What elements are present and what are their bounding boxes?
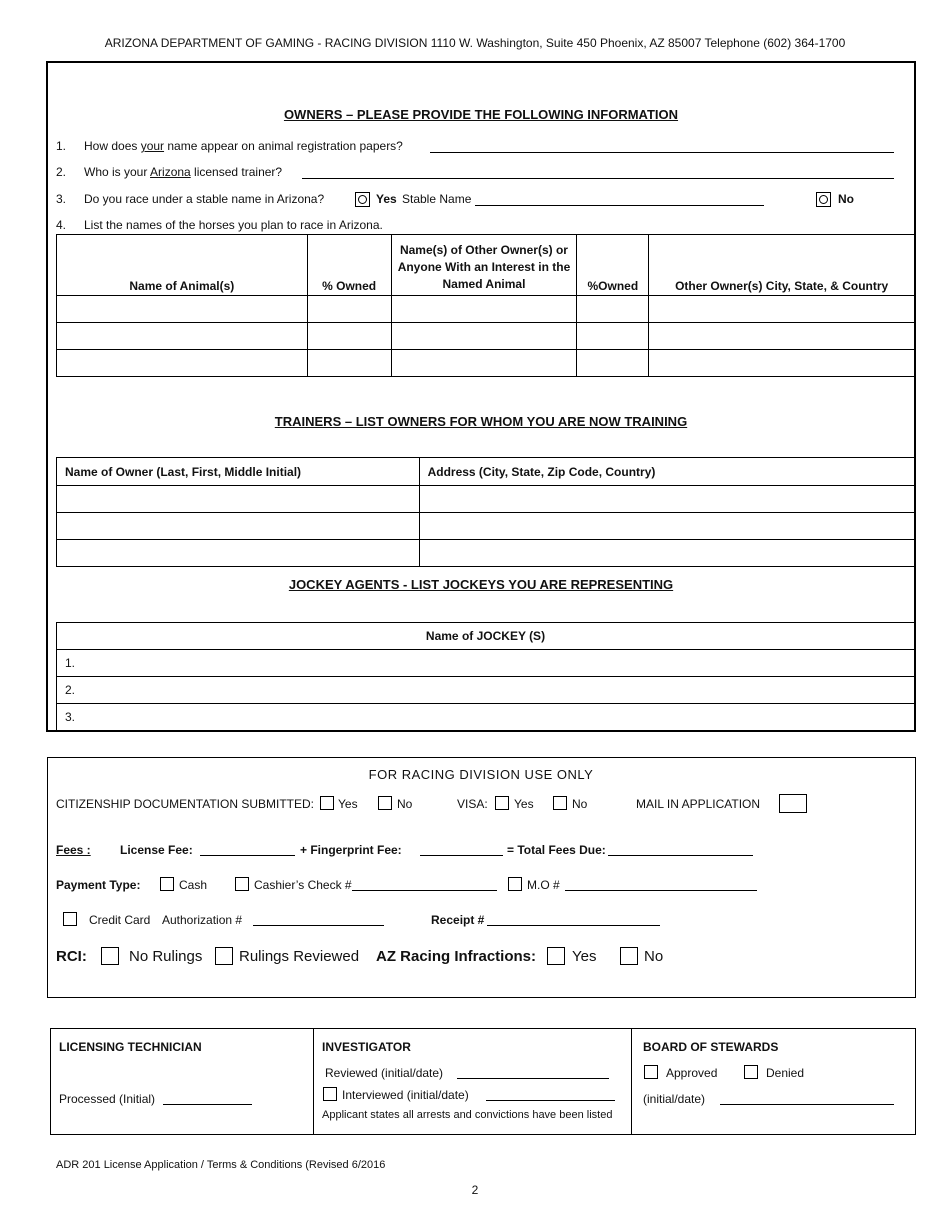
table-row [57, 296, 915, 323]
stewards-initial-date-field[interactable] [720, 1104, 894, 1105]
visa-no-checkbox[interactable] [553, 796, 567, 810]
table-row [57, 540, 915, 567]
page-number: 2 [471, 1183, 479, 1197]
license-fee-field[interactable] [200, 855, 295, 856]
question-2-label: Who is your Arizona licensed trainer? [84, 165, 283, 179]
question-1-number: 1. [56, 139, 67, 153]
office-use-title: FOR RACING DIVISION USE ONLY [368, 767, 594, 782]
infractions-no-checkbox[interactable] [620, 947, 638, 965]
interviewed-checkbox[interactable] [323, 1087, 337, 1101]
horses-col-animal-name: Name of Animal(s) [57, 235, 308, 296]
stable-name-field[interactable] [475, 205, 764, 206]
mail-in-checkbox[interactable] [779, 794, 807, 813]
approved-checkbox[interactable] [644, 1065, 658, 1079]
table-cell[interactable] [57, 513, 420, 540]
processed-label: Processed (Initial) [59, 1092, 156, 1106]
horses-col-owner-location: Other Owner(s) City, State, & Country [649, 235, 915, 296]
no-rulings-label: No Rulings [129, 948, 203, 965]
table-cell[interactable] [307, 323, 391, 350]
total-fees-label: = Total Fees Due: [507, 843, 606, 857]
form-footer: ADR 201 License Application / Terms & Conditions (Revised 6/2016 [56, 1159, 386, 1171]
processed-field[interactable] [163, 1104, 252, 1105]
payment-type-label: Payment Type: [56, 878, 141, 892]
owner-registered-name-field[interactable] [430, 152, 894, 153]
fees-label: Fees : [56, 843, 91, 857]
receipt-field[interactable] [487, 925, 660, 926]
table-row [57, 650, 915, 677]
table-cell[interactable] [391, 350, 577, 377]
cash-label: Cash [179, 878, 208, 892]
trainers-table [56, 457, 915, 567]
table-cell[interactable] [391, 296, 577, 323]
cashiers-check-label: Cashier’s Check # [254, 878, 352, 892]
money-order-field[interactable] [565, 890, 757, 891]
licensing-technician-title: LICENSING TECHNICIAN [59, 1040, 202, 1054]
credit-card-checkbox[interactable] [63, 912, 77, 926]
table-row [57, 704, 915, 731]
jockey-col-name: Name of JOCKEY (S) [57, 623, 915, 650]
question-3-number: 3. [56, 192, 67, 206]
horses-col-other-owners: Name(s) of Other Owner(s) or Anyone With an Interest in the Named Animal [391, 235, 577, 296]
az-infractions-label: AZ Racing Infractions: [376, 948, 537, 965]
question-3-label: Do you race under a stable name in Arizona? [84, 192, 325, 206]
table-cell[interactable] [57, 350, 308, 377]
table-row [57, 350, 915, 377]
table-cell[interactable] [57, 540, 420, 567]
jockey-table [56, 622, 915, 731]
license-fee-label: License Fee: [120, 843, 193, 857]
stable-name-label: Stable Name [402, 192, 472, 206]
signoff-divider [631, 1028, 632, 1135]
table-cell[interactable] [307, 296, 391, 323]
interviewed-label: Interviewed (initial/date) [342, 1088, 469, 1102]
no-rulings-checkbox[interactable] [101, 947, 119, 965]
trainers-section-title: TRAINERS – LIST OWNERS FOR WHOM YOU ARE NOW TRAINING [274, 414, 688, 429]
investigator-title: INVESTIGATOR [322, 1040, 411, 1054]
fingerprint-fee-label: + Fingerprint Fee: [300, 843, 402, 857]
table-cell[interactable] [419, 486, 914, 513]
table-cell[interactable] [649, 323, 915, 350]
table-cell[interactable] [57, 486, 420, 513]
table-row [57, 323, 915, 350]
interviewed-field[interactable] [486, 1100, 615, 1101]
question-4-label: List the names of the horses you plan to race in Arizona. [84, 218, 383, 232]
receipt-label: Receipt # [431, 913, 485, 927]
table-cell[interactable] [57, 323, 308, 350]
fingerprint-fee-field[interactable] [420, 855, 503, 856]
citizenship-yes-checkbox[interactable] [320, 796, 334, 810]
citizenship-no-label: No [397, 797, 413, 811]
table-row [57, 677, 915, 704]
citizenship-yes-label: Yes [338, 797, 358, 811]
jockey-row-2[interactable]: 2. [57, 677, 915, 704]
table-cell[interactable] [391, 323, 577, 350]
rulings-reviewed-checkbox[interactable] [215, 947, 233, 965]
jockey-row-1[interactable]: 1. [57, 650, 915, 677]
total-fees-field[interactable] [608, 855, 753, 856]
citizenship-label: CITIZENSHIP DOCUMENTATION SUBMITTED: [56, 797, 315, 811]
rci-label: RCI: [56, 948, 87, 965]
owners-section-title: OWNERS – PLEASE PROVIDE THE FOLLOWING INFORMATION [283, 107, 679, 122]
question-4-number: 4. [56, 218, 67, 232]
credit-card-label: Credit Card [89, 913, 151, 927]
question-1-label: How does your name appear on animal registration papers? [84, 139, 403, 153]
infractions-yes-label: Yes [572, 948, 597, 965]
table-cell[interactable] [307, 350, 391, 377]
visa-yes-checkbox[interactable] [495, 796, 509, 810]
authorization-label: Authorization # [162, 913, 243, 927]
table-cell[interactable] [577, 296, 649, 323]
table-row [57, 486, 915, 513]
trainers-col-address: Address (City, State, Zip Code, Country) [419, 458, 914, 486]
arrests-statement: Applicant states all arrests and convictions have been listed [322, 1109, 613, 1121]
money-order-checkbox[interactable] [508, 877, 522, 891]
table-cell[interactable] [419, 513, 914, 540]
table-cell[interactable] [649, 350, 915, 377]
table-cell[interactable] [577, 323, 649, 350]
table-cell[interactable] [649, 296, 915, 323]
money-order-label: M.O # [527, 878, 560, 892]
cashiers-check-field[interactable] [352, 890, 497, 891]
reviewed-field[interactable] [457, 1078, 609, 1079]
denied-label: Denied [766, 1066, 805, 1080]
mail-in-label: MAIL IN APPLICATION [636, 797, 761, 811]
stable-name-yes-radio[interactable] [355, 192, 370, 207]
reviewed-label: Reviewed (initial/date) [325, 1066, 444, 1080]
horses-col-percent-owned: % Owned [307, 235, 391, 296]
table-cell[interactable] [577, 350, 649, 377]
horses-col-percent-owned-other: %Owned [577, 235, 649, 296]
board-of-stewards-title: BOARD OF STEWARDS [643, 1040, 779, 1054]
infractions-yes-checkbox[interactable] [547, 947, 565, 965]
stewards-initial-date-label: (initial/date) [643, 1092, 706, 1106]
visa-no-label: No [572, 797, 588, 811]
citizenship-no-checkbox[interactable] [378, 796, 392, 810]
denied-checkbox[interactable] [744, 1065, 758, 1079]
stable-name-no-label: No [838, 192, 854, 206]
signoff-divider [313, 1028, 314, 1135]
infractions-no-label: No [644, 948, 664, 965]
agency-header: ARIZONA DEPARTMENT OF GAMING - RACING DIVISION 1110 W. Washington, Suite 450 Phoenix, AZ 85007 Telephone (602) 364-1700 [104, 36, 846, 50]
visa-yes-label: Yes [514, 797, 534, 811]
table-cell[interactable] [419, 540, 914, 567]
horses-table [56, 234, 915, 377]
jockey-row-3[interactable]: 3. [57, 704, 915, 731]
approved-label: Approved [666, 1066, 718, 1080]
rulings-reviewed-label: Rulings Reviewed [239, 948, 360, 965]
jockey-section-title: JOCKEY AGENTS - LIST JOCKEYS YOU ARE REPRESENTING [288, 577, 674, 592]
question-2-number: 2. [56, 165, 67, 179]
table-row [57, 513, 915, 540]
stable-name-no-radio[interactable] [816, 192, 831, 207]
visa-label: VISA: [457, 797, 488, 811]
cashiers-check-checkbox[interactable] [235, 877, 249, 891]
trainers-col-owner-name: Name of Owner (Last, First, Middle Initial) [57, 458, 420, 486]
cash-checkbox[interactable] [160, 877, 174, 891]
stable-name-yes-label: Yes [376, 192, 397, 206]
table-cell[interactable] [57, 296, 308, 323]
authorization-field[interactable] [253, 925, 384, 926]
licensed-trainer-field[interactable] [302, 178, 894, 179]
